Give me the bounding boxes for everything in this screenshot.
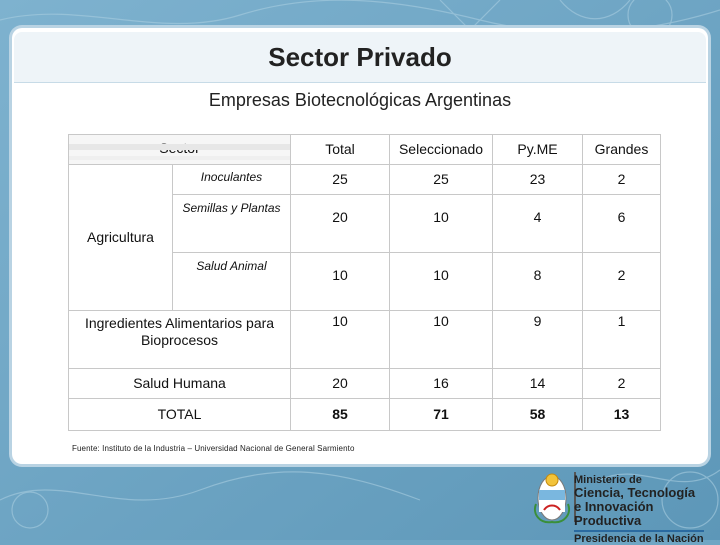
sector-label-cell: Ingredientes Alimentarios para Bioprocesos (69, 311, 291, 369)
agricultura-cell: Agricultura (69, 165, 173, 311)
total-label-cell: TOTAL (69, 399, 291, 431)
grandes-cell: 6 (583, 195, 661, 253)
header-row (69, 135, 661, 165)
logo-line-3: e Innovación Productiva (574, 499, 654, 528)
grandes-cell: 1 (583, 311, 661, 369)
seleccionado-cell: 16 (390, 369, 493, 399)
total-row (69, 399, 661, 431)
logo-line-1: Ministerio de (574, 474, 642, 486)
table-row (69, 311, 661, 369)
pyme-cell: 8 (493, 253, 583, 311)
header-seleccionado: Seleccionado (390, 135, 493, 165)
header-total: Total (291, 135, 390, 165)
header-stripe (69, 144, 290, 150)
header-stripe (69, 156, 290, 160)
sub-sector-cell: Salud Animal (173, 253, 291, 311)
total-cell: 10 (291, 253, 390, 311)
logo-line-2: Ciencia, Tecnología (574, 485, 696, 500)
seleccionado-cell: 10 (390, 253, 493, 311)
total-cell: 20 (291, 195, 390, 253)
logo-line-4: Presidencia de la Nación (574, 530, 704, 545)
pyme-cell: 4 (493, 195, 583, 253)
slide-title: Sector Privado (268, 42, 452, 72)
header-cell (69, 135, 291, 165)
total-cell: 25 (291, 165, 390, 195)
pyme-cell: 58 (493, 399, 583, 431)
seleccionado-cell: 10 (390, 311, 493, 369)
grandes-cell: 13 (583, 399, 661, 431)
header-pyme: Py.ME (493, 135, 583, 165)
total-cell: 85 (291, 399, 390, 431)
total-cell: 20 (291, 369, 390, 399)
grandes-cell: 2 (583, 369, 661, 399)
grandes-cell: 2 (583, 253, 661, 311)
pyme-cell: 9 (493, 311, 583, 369)
sector-label-cell: Salud Humana (69, 369, 291, 399)
seleccionado-cell: 25 (390, 165, 493, 195)
header-grandes: Grandes (583, 135, 661, 165)
total-cell: 10 (291, 311, 390, 369)
sub-sector-cell: Semillas y Plantas (173, 195, 291, 253)
source-note: Fuente: Instituto de la Industria – Universidad Nacional de General Sarmiento (72, 444, 355, 453)
pyme-cell: 14 (493, 369, 583, 399)
grandes-cell: 2 (583, 165, 661, 195)
seleccionado-cell: 10 (390, 195, 493, 253)
table-row (69, 369, 661, 399)
seleccionado-cell: 71 (390, 399, 493, 431)
slide-subtitle: Empresas Biotecnológicas Argentinas (208, 90, 512, 110)
data-table (68, 134, 661, 431)
table-row (69, 165, 661, 195)
sub-sector-cell: Inoculantes (173, 165, 291, 195)
ministry-logo-text (574, 474, 720, 545)
pyme-cell: 23 (493, 165, 583, 195)
